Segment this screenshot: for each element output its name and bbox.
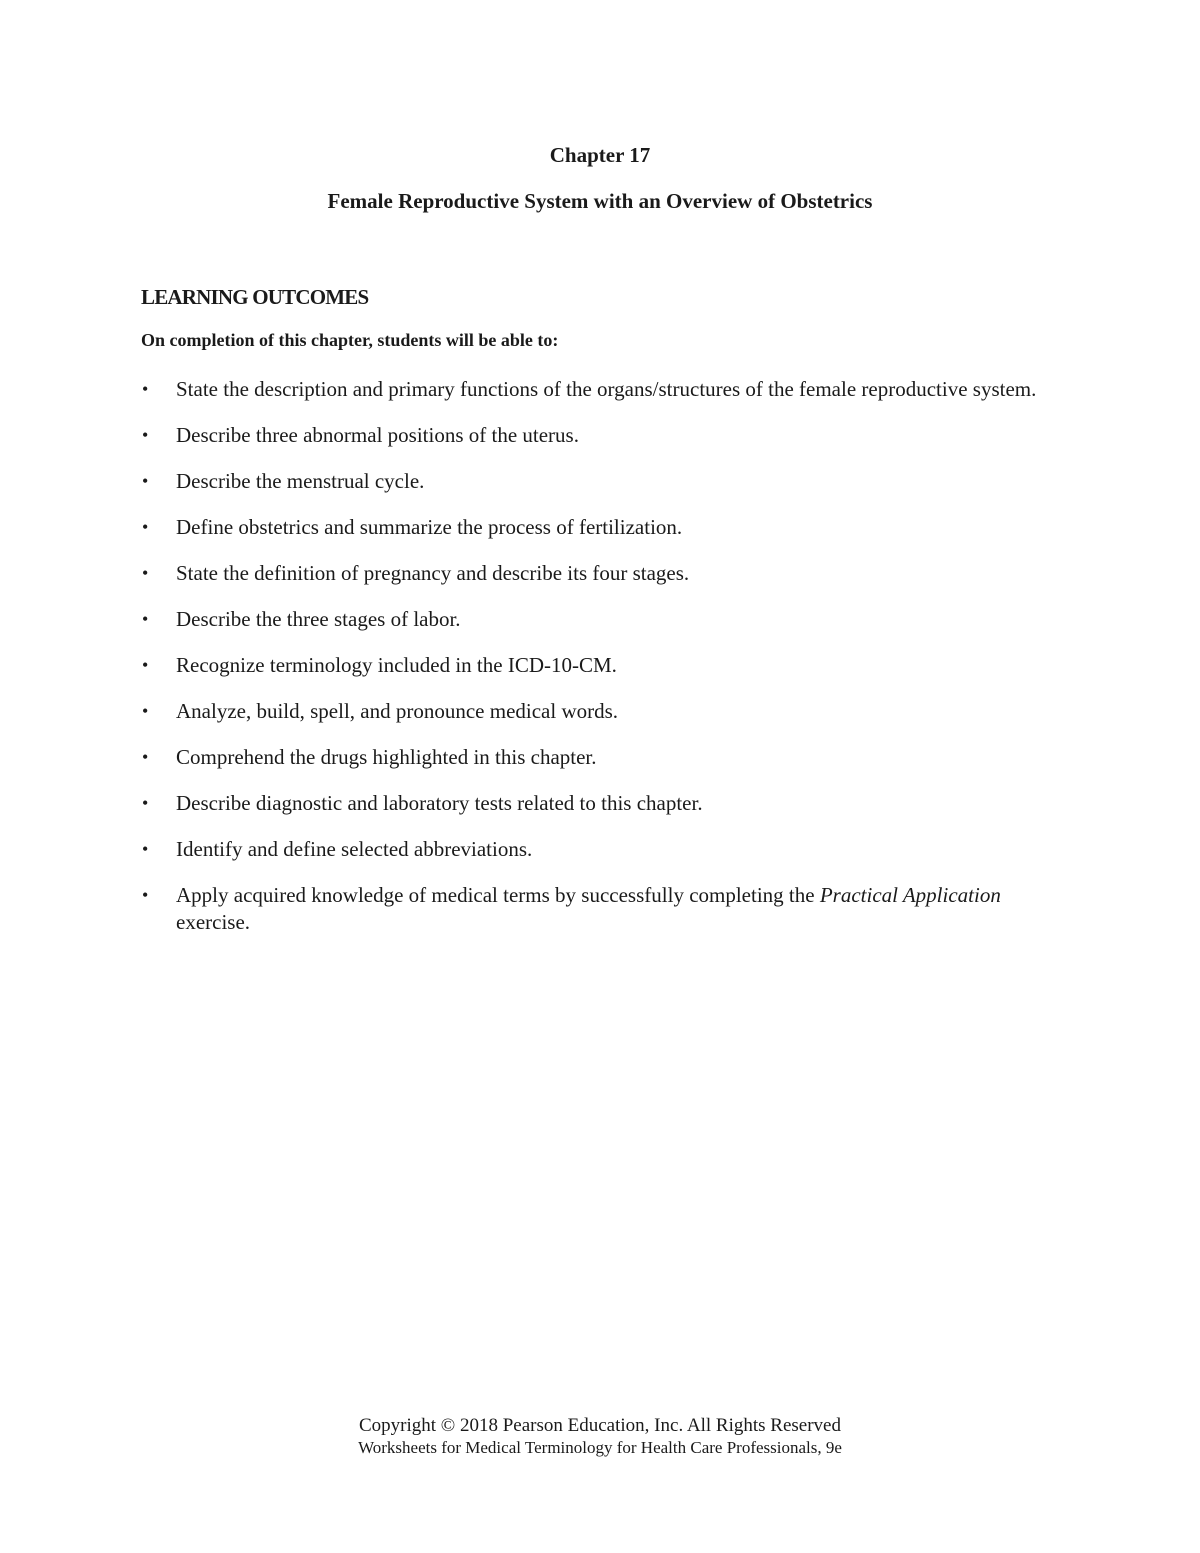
outcome-text: Describe diagnostic and laboratory tests related to this chapter.: [176, 791, 703, 815]
outcome-item: [141, 744, 1061, 771]
outcome-text: Comprehend the drugs highlighted in this chapter.: [176, 745, 597, 769]
section-heading: LEARNING OUTCOMES: [141, 285, 369, 309]
outcome-text: [176, 883, 1001, 934]
outcome-item: [141, 652, 1061, 679]
outcome-text: Describe the three stages of labor.: [176, 607, 461, 631]
outcome-text: Describe the menstrual cycle.: [176, 469, 425, 493]
bullet-icon: •: [142, 609, 149, 629]
outcome-item: [141, 560, 1061, 587]
outcome-text: State the definition of pregnancy and describe its four stages.: [176, 561, 690, 585]
learning-outcomes-list: [141, 376, 1061, 955]
bullet-icon: •: [142, 471, 149, 491]
outcome-item: [141, 790, 1061, 817]
outcome-item: [141, 514, 1061, 541]
section-intro: On completion of this chapter, students will be able to:: [141, 330, 559, 350]
book-title: Worksheets for Medical Terminology for Health Care Professionals, 9e: [358, 1438, 842, 1457]
outcome-item: [141, 376, 1061, 403]
outcome-item: [141, 882, 1061, 936]
copyright-notice: Copyright © 2018 Pearson Education, Inc. All Rights Reserved: [359, 1415, 841, 1436]
bullet-icon: •: [142, 655, 149, 675]
outcome-text-italic: Practical Application: [819, 883, 1001, 907]
outcome-text-end: exercise.: [176, 910, 251, 934]
outcome-item: [141, 422, 1061, 449]
bullet-icon: •: [142, 425, 149, 445]
bullet-icon: •: [142, 839, 149, 859]
outcome-item: [141, 468, 1061, 495]
bullet-icon: •: [142, 517, 149, 537]
outcome-item: [141, 606, 1061, 633]
outcome-text-start: Apply acquired knowledge of medical terms by successfully completing the: [176, 883, 820, 907]
outcome-item: [141, 698, 1061, 725]
bullet-icon: •: [142, 747, 149, 767]
bullet-icon: •: [142, 885, 149, 905]
bullet-icon: •: [142, 379, 149, 399]
bullet-icon: •: [142, 701, 149, 721]
outcome-item: [141, 836, 1061, 863]
bullet-icon: •: [142, 563, 149, 583]
chapter-title: Female Reproductive System with an Overview of Obstetrics: [327, 189, 873, 213]
outcome-text: Define obstetrics and summarize the process of fertilization.: [176, 515, 683, 539]
outcome-text: Describe three abnormal positions of the uterus.: [176, 423, 579, 447]
page-footer: [0, 1414, 1200, 1459]
bullet-icon: •: [142, 793, 149, 813]
outcome-text: Recognize terminology included in the ICD-10-CM.: [176, 653, 617, 677]
outcome-text: Analyze, build, spell, and pronounce medical words.: [176, 699, 619, 723]
chapter-number: Chapter 17: [549, 143, 651, 167]
outcome-text: State the description and primary functions of the organs/structures of the female reproductive system.: [176, 377, 1037, 401]
outcome-text: Identify and define selected abbreviations.: [176, 837, 533, 861]
